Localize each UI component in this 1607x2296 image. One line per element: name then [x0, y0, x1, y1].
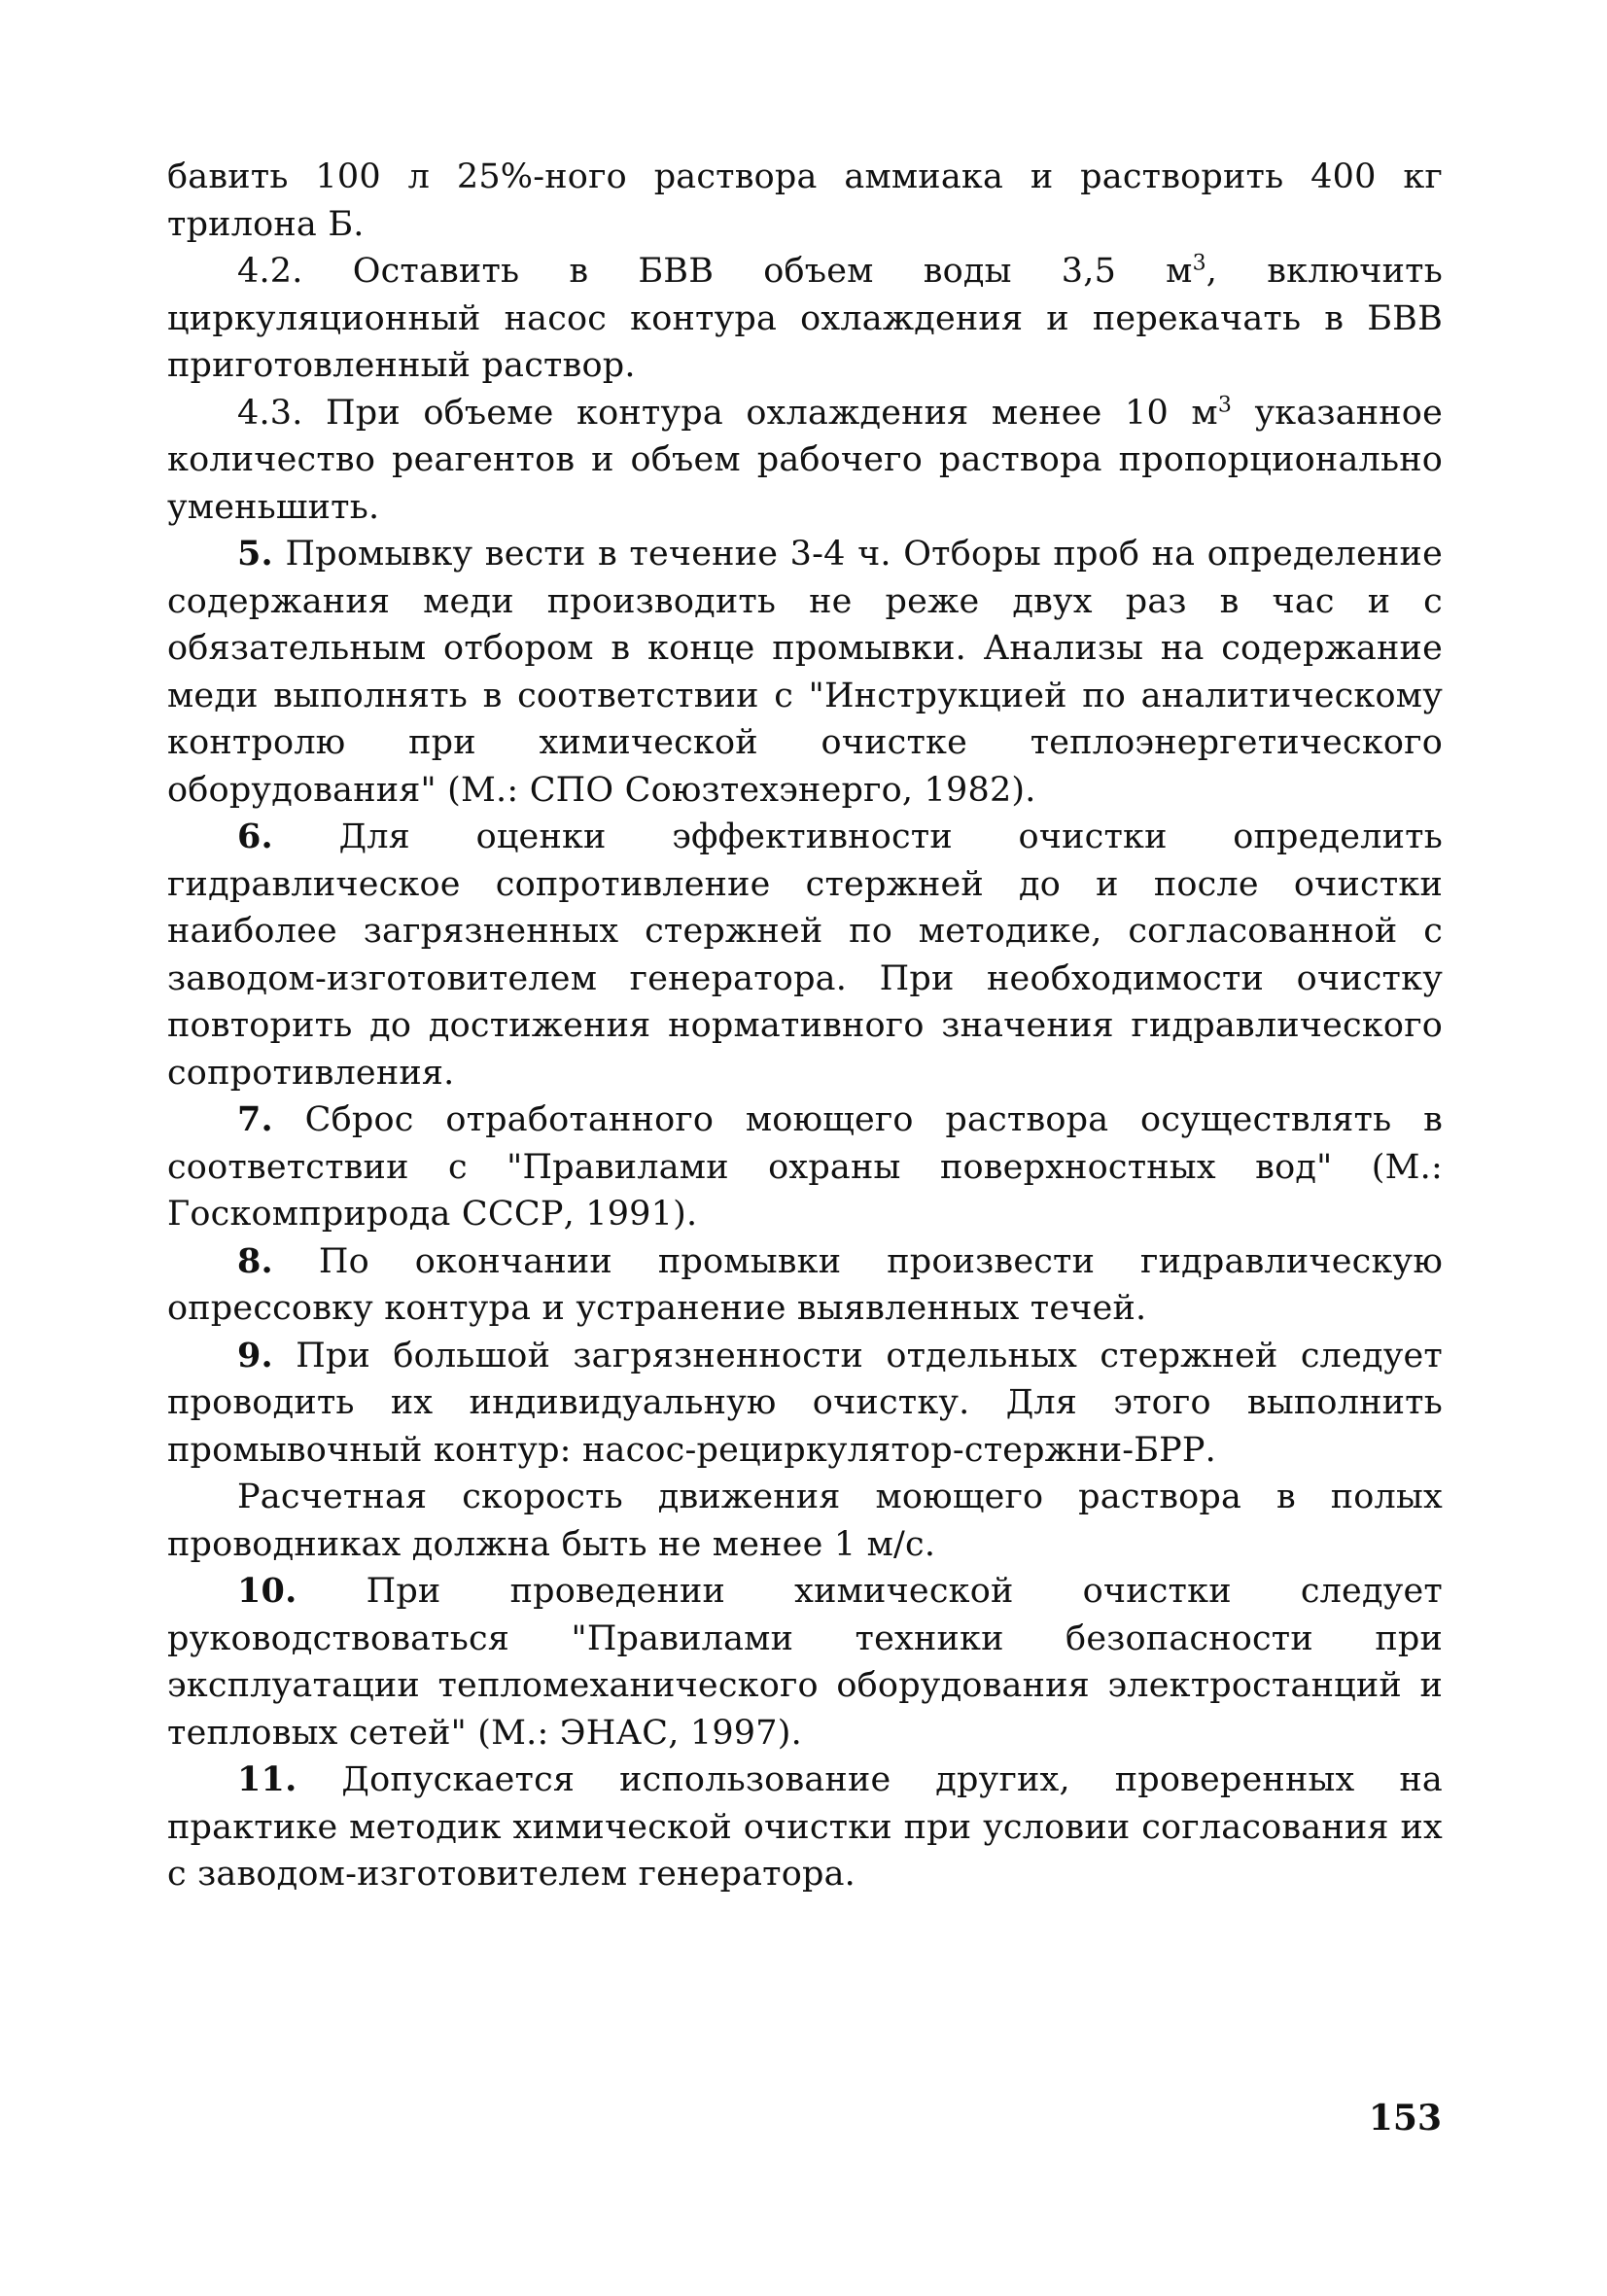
paragraph-text: При проведении химической очистки следует руководствоваться "Правилами техники безопасности при эксплуатации тепломеханического оборудования электростанций и тепловых сетей" (М.: ЭНАС, 1997). [167, 1572, 1443, 1753]
paragraph-11 [167, 1757, 1443, 1898]
superscript: 3 [1217, 392, 1233, 417]
paragraph-9-note [167, 1474, 1443, 1568]
page-number: 153 [1368, 2098, 1442, 2139]
item-number: 4.2. [237, 252, 303, 291]
item-number: 5. [237, 534, 273, 574]
item-number: 6. [237, 817, 273, 856]
paragraph-6 [167, 814, 1443, 1096]
paragraph-text: Оставить в БВВ объем воды 3,5 м [302, 252, 1193, 291]
paragraph-9 [167, 1333, 1443, 1475]
paragraph-text: Расчетная скорость движения моющего раствора в полых проводниках должна быть не менее 1 м/с. [167, 1478, 1443, 1564]
paragraph-text: По окончании промывки произвести гидравлическую опрессовку контура и устранение выявленных течей. [167, 1241, 1443, 1328]
paragraph-continuation [167, 154, 1443, 248]
item-number: 7. [237, 1099, 273, 1139]
paragraph-text: Сброс отработанного моющего раствора осуществлять в соответствии с "Правилами охраны поверхностных вод" (М.: Госкомприрода СССР, 1991). [167, 1100, 1443, 1234]
paragraph-7 [167, 1096, 1443, 1238]
paragraph-10 [167, 1568, 1443, 1757]
paragraph-text: Промывку вести в течение 3-4 ч. Отборы проб на определение содержания меди производить не реже двух раз в час и с обязательным отбором в конце промывки. Анализы на содержание меди выполнять в соответствии с "Инструкцией по аналитическому контролю при химической очистке теплоэнергетического оборудования" (М.: СПО Союзтехэнерго, 1982). [167, 535, 1443, 810]
item-number: 10. [237, 1571, 297, 1611]
item-number: 11. [237, 1759, 297, 1799]
paragraph-text: При объеме контура охлаждения менее 10 м [302, 393, 1218, 433]
paragraph-8 [167, 1238, 1443, 1333]
superscript: 3 [1192, 251, 1206, 276]
paragraph-4-3 [167, 390, 1443, 532]
paragraph-text: Для оценки эффективности очистки определить гидравлическое сопротивление стержней до и после очистки наиболее загрязненных стержней по методике, согласованной с заводом-изготовителем генератора. При необходимости очистку повторить до достижения нормативного значения гидравлического сопротивления. [167, 818, 1443, 1093]
paragraph-text: бавить 100 л 25%-ного раствора аммиака и растворить 400 кг трилона Б. [167, 157, 1443, 244]
paragraph-text: Допускается использование других, проверенных на практике методик химической очистки при условии согласования их с заводом-изготовителем генератора. [167, 1760, 1443, 1894]
paragraph-text: При большой загрязненности отдельных стержней следует проводить их индивидуальную очистку. Для этого выполнить промывочный контур: насос-рециркулятор-стержни-БРР. [167, 1336, 1443, 1470]
paragraph-text: , включить циркуляционный насос контура охлаждения и перекачать в БВВ приготовленный раствор. [167, 252, 1443, 385]
paragraph-5 [167, 531, 1443, 814]
item-number: 4.3. [237, 393, 303, 433]
paragraph-4-2 [167, 248, 1443, 390]
paragraph-text: указанное количество реагентов и объем рабочего раствора пропорционально уменьшить. [167, 393, 1443, 527]
item-number: 9. [237, 1335, 273, 1375]
body-text [167, 154, 1443, 1898]
item-number: 8. [237, 1240, 273, 1281]
